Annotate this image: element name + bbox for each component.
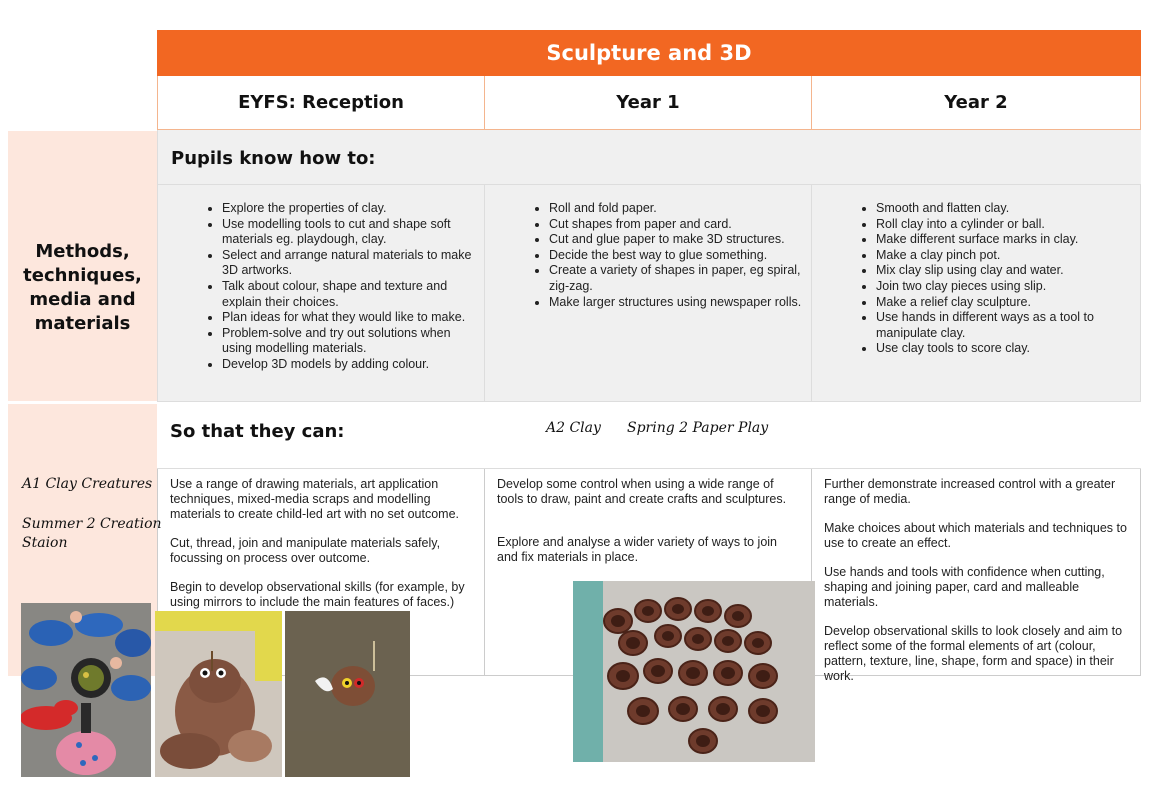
photo-clay-creature-owl	[155, 611, 282, 777]
skill-item: • Develop 3D models by adding colour.	[222, 357, 476, 373]
outcome-text: Develop observational skills to look closely and aim to reflect some of the formal elements of art (colour, pattern, texture, line, shape, form and space) in their work.	[824, 624, 1123, 683]
photo-children-natural-materials	[21, 603, 151, 777]
annotation-summer-creation: Summer 2 Creation	[22, 516, 162, 532]
skills-list-reception	[158, 185, 484, 373]
skills-list-year1	[485, 185, 811, 310]
pupils-know-year1	[485, 185, 812, 401]
skill-item: • Make different surface marks in clay.	[876, 232, 1132, 248]
skill-item: • Use clay tools to score clay.	[876, 341, 1132, 357]
skill-item: • Roll and fold paper.	[549, 201, 803, 217]
outcome-text: Make choices about which materials and techniques to use to create an effect.	[824, 521, 1127, 550]
row-label: Methods, techniques, media and materials	[23, 241, 142, 334]
annotation-a1-clay-creatures: A1 Clay Creatures	[22, 476, 153, 492]
outcome-text: Explore and analyse a wider variety of ways to join and fix materials in place.	[497, 535, 778, 564]
outcome-text: Begin to develop observational skills (for example, by using mirrors to include the main features of faces.)	[170, 580, 465, 609]
skill-item: • Use modelling tools to cut and shape soft materials eg. playdough, clay.	[222, 217, 476, 248]
skill-item: • Select and arrange natural materials to make 3D artworks.	[222, 248, 476, 279]
skills-list-year2	[812, 185, 1140, 357]
column-header-year2: Year 2	[812, 76, 1141, 130]
so-that-band	[157, 401, 1141, 469]
annotation-spring-paper-play: Spring 2 Paper Play	[627, 420, 769, 436]
pupils-know-band	[157, 130, 1141, 185]
photo-clay-pinch-pots	[573, 581, 815, 762]
so-that-heading: So that they can:	[170, 421, 345, 442]
annotation-summer-station: Staion	[22, 535, 68, 551]
outcome-text: Further demonstrate increased control with a greater range of media.	[824, 477, 1116, 506]
skill-item: • Join two clay pieces using slip.	[876, 279, 1132, 295]
skill-item: • Smooth and flatten clay.	[876, 201, 1132, 217]
skill-item: • Create a variety of shapes in paper, eg spiral, zig-zag.	[549, 263, 803, 294]
skill-item: • Cut and glue paper to make 3D structures.	[549, 232, 803, 248]
skill-item: • Use hands in different ways as a tool to manipulate clay.	[876, 310, 1132, 341]
column-header-reception: EYFS: Reception	[157, 76, 485, 130]
outcome-text: Cut, thread, join and manipulate materials safely, focussing on process over outcome.	[170, 536, 441, 565]
pupils-know-heading: Pupils know how to:	[171, 148, 376, 169]
skill-item: • Make a clay pinch pot.	[876, 248, 1132, 264]
skill-item: • Roll clay into a cylinder or ball.	[876, 217, 1132, 233]
column-header-year1: Year 1	[485, 76, 812, 130]
skill-item: • Talk about colour, shape and texture and explain their choices.	[222, 279, 476, 310]
skill-item: • Make larger structures using newspaper rolls.	[549, 295, 803, 311]
pupils-know-reception	[157, 185, 485, 401]
section-title: Sculpture and 3D	[157, 30, 1141, 76]
outcome-text: Use hands and tools with confidence when cutting, shaping and joining paper, card and malleable materials.	[824, 565, 1105, 609]
outcome-text: Develop some control when using a wide range of tools to draw, paint and create crafts and sculptures.	[497, 477, 787, 506]
skill-item: • Cut shapes from paper and card.	[549, 217, 803, 233]
outcomes-year2	[812, 469, 1141, 683]
skill-item: • Make a relief clay sculpture.	[876, 295, 1132, 311]
skill-item: • Plan ideas for what they would like to make.	[222, 310, 476, 326]
photo-clay-bird-on-soil	[285, 611, 410, 777]
skill-item: • Explore the properties of clay.	[222, 201, 476, 217]
skill-item: • Decide the best way to glue something.	[549, 248, 803, 264]
annotation-a2-clay: A2 Clay	[546, 420, 601, 436]
pupils-know-year2	[812, 185, 1141, 401]
outcome-text: Use a range of drawing materials, art application techniques, mixed-media scraps and modelling materials to create child-led art with no set outcome.	[170, 477, 460, 521]
skill-item: • Mix clay slip using clay and water.	[876, 263, 1132, 279]
skill-item: • Problem-solve and try out solutions when using modelling materials.	[222, 326, 476, 357]
